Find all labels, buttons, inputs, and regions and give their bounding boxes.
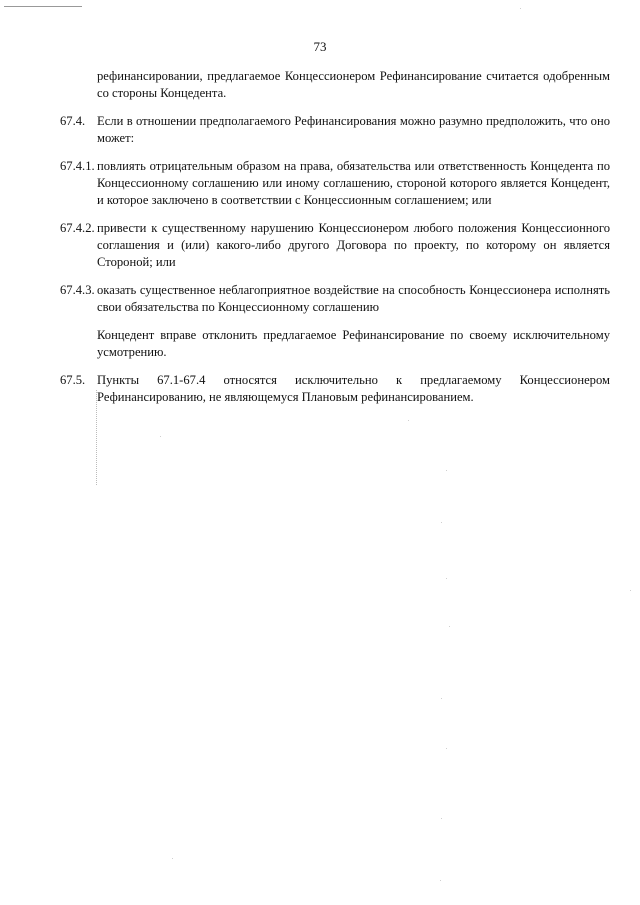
- scan-speck: [446, 748, 447, 749]
- paragraph-text: Концедент вправе отклонить предлагаемое Рефинансирование по своему исключительному усмотрению.: [97, 328, 610, 359]
- paragraph-number: 67.5.: [60, 373, 86, 387]
- paragraph-text: рефинансировании, предлагаемое Концессионером Рефинансирование считается одобренным со стороны Концедента.: [97, 69, 610, 100]
- scan-speck: [172, 858, 173, 859]
- paragraph-number: 67.4.2.: [60, 221, 95, 235]
- page-number: 73: [313, 39, 327, 54]
- scan-speck: [446, 470, 447, 471]
- paragraph-number: 67.4.: [60, 114, 86, 128]
- paragraph-text: привести к существенному нарушению Концессионером любого положения Концессионного соглашения и (или) какого-либо другого Договора по проекту, по которому он является Стороной; или: [97, 221, 610, 269]
- scan-speck: [160, 436, 161, 437]
- scan-margin-line: [96, 390, 97, 485]
- paragraph-continuation: [60, 68, 610, 102]
- paragraph-number: 67.4.1.: [60, 159, 95, 173]
- paragraph-67-4-tail: [60, 327, 610, 361]
- scan-speck: [441, 698, 442, 699]
- scan-speck: [520, 8, 521, 9]
- scan-top-rule: [4, 6, 82, 7]
- paragraph-67-4-1: [60, 158, 610, 209]
- paragraph-67-4: [60, 113, 610, 147]
- paragraph-67-4-2: [60, 220, 610, 271]
- paragraph-text: Пункты 67.1-67.4 относятся исключительно к предлагаемому Концессионером Рефинансированию, не являющемуся Плановым рефинансированием.: [97, 373, 610, 404]
- paragraph-67-5: [60, 372, 610, 406]
- scan-speck: [449, 626, 450, 627]
- paragraph-text: повлиять отрицательным образом на права, обязательства или ответственность Концедента по Концессионному соглашению или иному соглашению, стороной которого является Концедент, и которое заключено в соответствии с Концессионным соглашением; или: [97, 159, 610, 207]
- scan-speck: [630, 590, 631, 591]
- scan-speck: [441, 522, 442, 523]
- paragraph-67-4-3: [60, 282, 610, 316]
- paragraph-number: 67.4.3.: [60, 283, 95, 297]
- paragraph-text: оказать существенное неблагоприятное воздействие на способность Концессионера исполнять свои обязательства по Концессионному соглашению: [97, 283, 610, 314]
- document-body: [60, 68, 610, 417]
- scan-speck: [441, 818, 442, 819]
- paragraph-text: Если в отношении предполагаемого Рефинансирования можно разумно предположить, что оно может:: [97, 114, 610, 145]
- scan-speck: [408, 420, 409, 421]
- scan-speck: [446, 578, 447, 579]
- scan-speck: [440, 880, 441, 881]
